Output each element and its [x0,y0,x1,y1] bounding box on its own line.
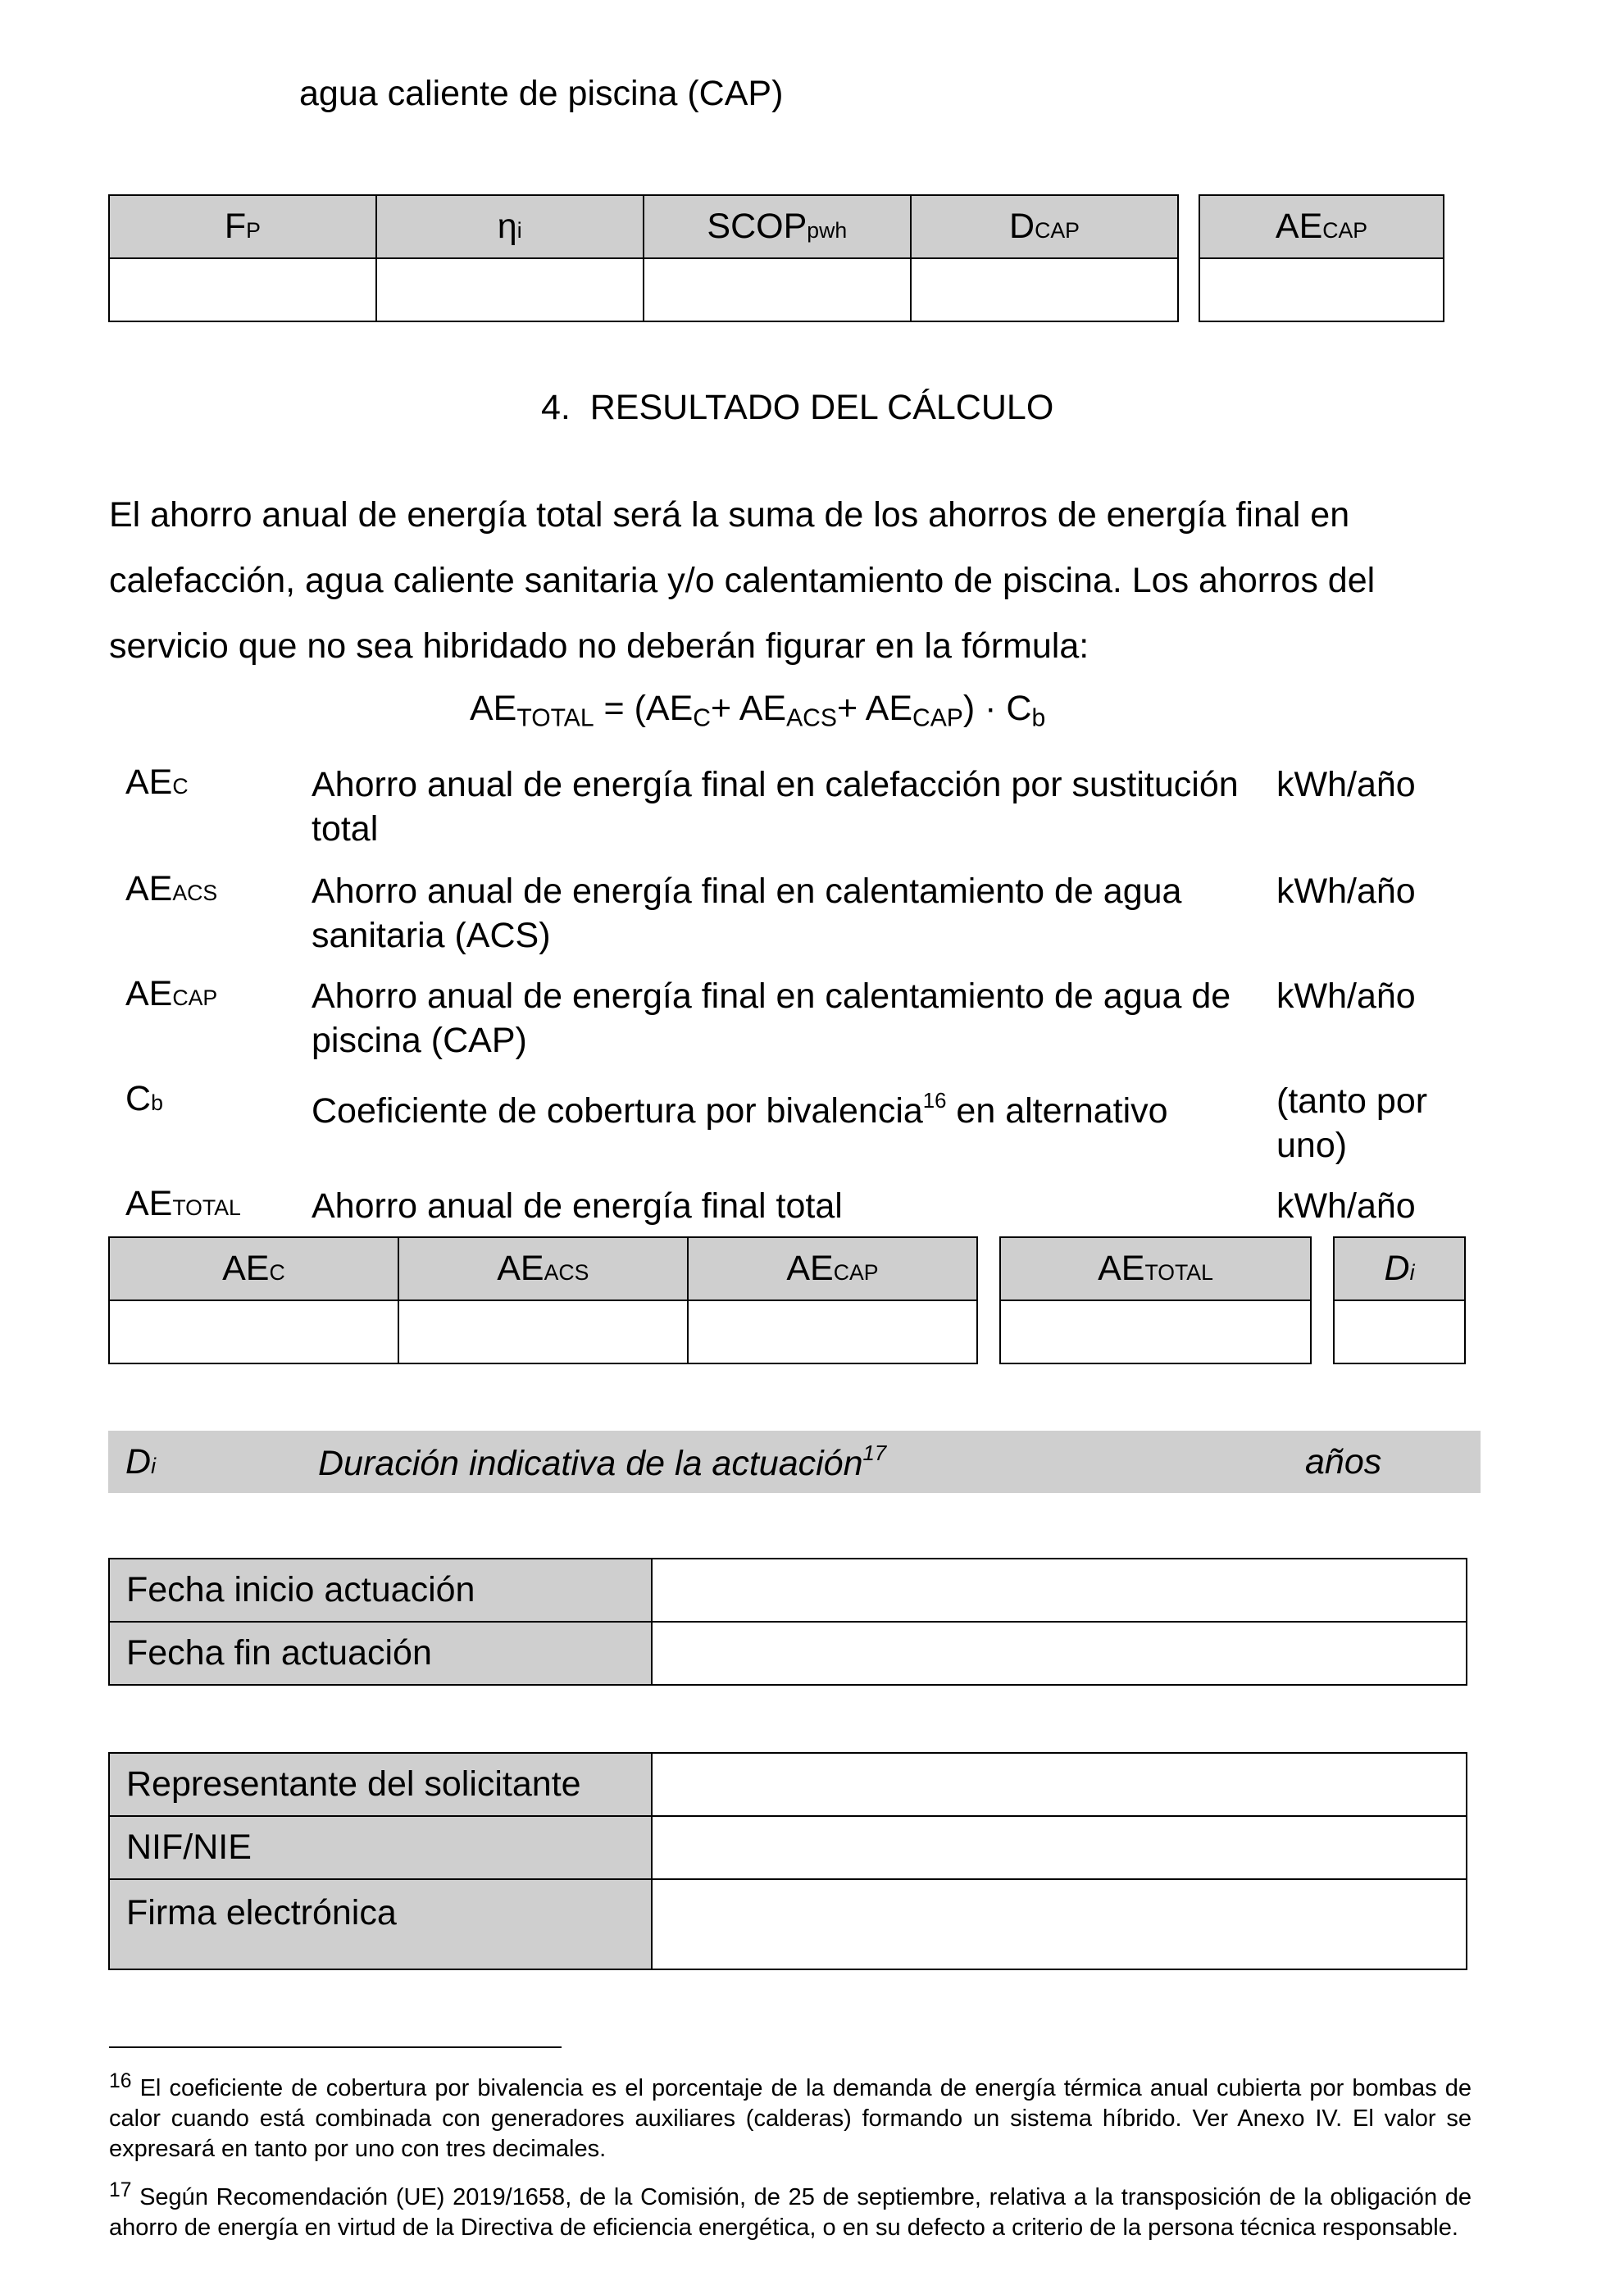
signature-table [108,1752,1467,1970]
input-eta[interactable] [376,258,644,321]
representative-input[interactable] [652,1753,1467,1816]
signature-label: Firma electrónica [109,1879,652,1969]
header-di: Di [1334,1237,1465,1300]
duration-unit: años [1305,1442,1382,1482]
nif-input[interactable] [652,1816,1467,1879]
paragraph-line-1: El ahorro anual de energía total será la suma de los ahorros de energía final en [109,495,1350,535]
duration-description: Duración indicativa de la actuación$^{17}$ [318,1442,887,1484]
footnote-16: $^{16}$ El coeficiente de cobertura por bivalencia es el porcentaje de la demanda de energía térmica anual cubierta por bombas de calor cuando está combinada con generadores auxiliares (calderas) formando un sistema híbrido. Ver Anexo IV. El valor se expresará en tanto por uno con tres decimales. [109,2070,1472,2162]
header-aec: AEC [109,1237,398,1300]
top-text: agua caliente de piscina (CAP) [299,74,784,113]
header-dcap: DCAP [911,195,1178,258]
table-ae-total [999,1236,1312,1364]
header-aetotal: AETOTAL [1000,1237,1311,1300]
def-symbol: AECAP [125,974,218,1013]
footnote-17: $^{17}$ Según Recomendación (UE) 2019/1658, de la Comisión, de 25 de septiembre, relativa a la transposición de la obligación de ahorro de energía en virtud de la Directiva de eficiencia energética, o en su defecto a criterio de la persona técnica responsable. [109,2179,1472,2241]
input-scop[interactable] [644,258,911,321]
formula: AETOTAL = (AEC+ AEACS+ AECAP) · Cb [470,689,1046,732]
representative-label: Representante del solicitante [109,1753,652,1816]
def-description: Coeficiente de cobertura por bivalencia$^{16}$ en alternativo [312,1090,1168,1131]
def-description: Ahorro anual de energía final en calentamiento de agua sanitaria (ACS) [312,872,1182,955]
input-aetotal[interactable] [1000,1300,1311,1363]
def-unit: kWh/año [1276,1186,1416,1226]
table-ae-results [108,1236,978,1364]
start-date-label: Fecha inicio actuación [109,1559,652,1622]
table-cap-inputs [108,194,1179,322]
header-aecap: AECAP [688,1237,977,1300]
table-aecap [1199,194,1444,322]
def-unit: (tanto por uno) [1276,1081,1428,1165]
header-aecap: AECAP [1199,195,1444,258]
def-unit: kWh/año [1276,976,1416,1016]
def-symbol: AETOTAL [125,1184,241,1223]
def-symbol: AEACS [125,869,218,908]
input-aeacs[interactable] [398,1300,688,1363]
input-di[interactable] [1334,1300,1465,1363]
nif-label: NIF/NIE [109,1816,652,1879]
duration-row [108,1431,1481,1493]
input-fp[interactable] [109,258,376,321]
input-aecap-2[interactable] [688,1300,977,1363]
header-scop: SCOPpwh [644,195,911,258]
paragraph-line-2: calefacción, agua caliente sanitaria y/o calentamiento de piscina. Los ahorros del [109,561,1376,600]
def-description: Ahorro anual de energía final en calentamiento de agua de piscina (CAP) [312,976,1231,1060]
signature-input[interactable] [652,1879,1467,1969]
header-fp: FP [109,195,376,258]
dates-table [108,1558,1467,1686]
input-aec[interactable] [109,1300,398,1363]
paragraph-line-3: servicio que no sea hibridado no deberán figurar en la fórmula: [109,626,1089,666]
duration-symbol: Di [125,1442,156,1482]
def-unit: kWh/año [1276,872,1416,911]
header-aeacs: AEACS [398,1237,688,1300]
input-aecap[interactable] [1199,258,1444,321]
start-date-input[interactable] [652,1559,1467,1622]
def-description: Ahorro anual de energía final total [312,1186,843,1226]
header-eta: ηi [376,195,644,258]
def-symbol: AEC [125,762,189,802]
def-description: Ahorro anual de energía final en calefacción por sustitución total [312,765,1239,849]
input-dcap[interactable] [911,258,1178,321]
table-di [1333,1236,1466,1364]
end-date-input[interactable] [652,1622,1467,1685]
footnote-separator [109,2046,562,2048]
section-heading: 4. RESULTADO DEL CÁLCULO [541,388,1054,427]
def-unit: kWh/año [1276,765,1416,804]
def-symbol: Cb [125,1079,163,1118]
end-date-label: Fecha fin actuación [109,1622,652,1685]
